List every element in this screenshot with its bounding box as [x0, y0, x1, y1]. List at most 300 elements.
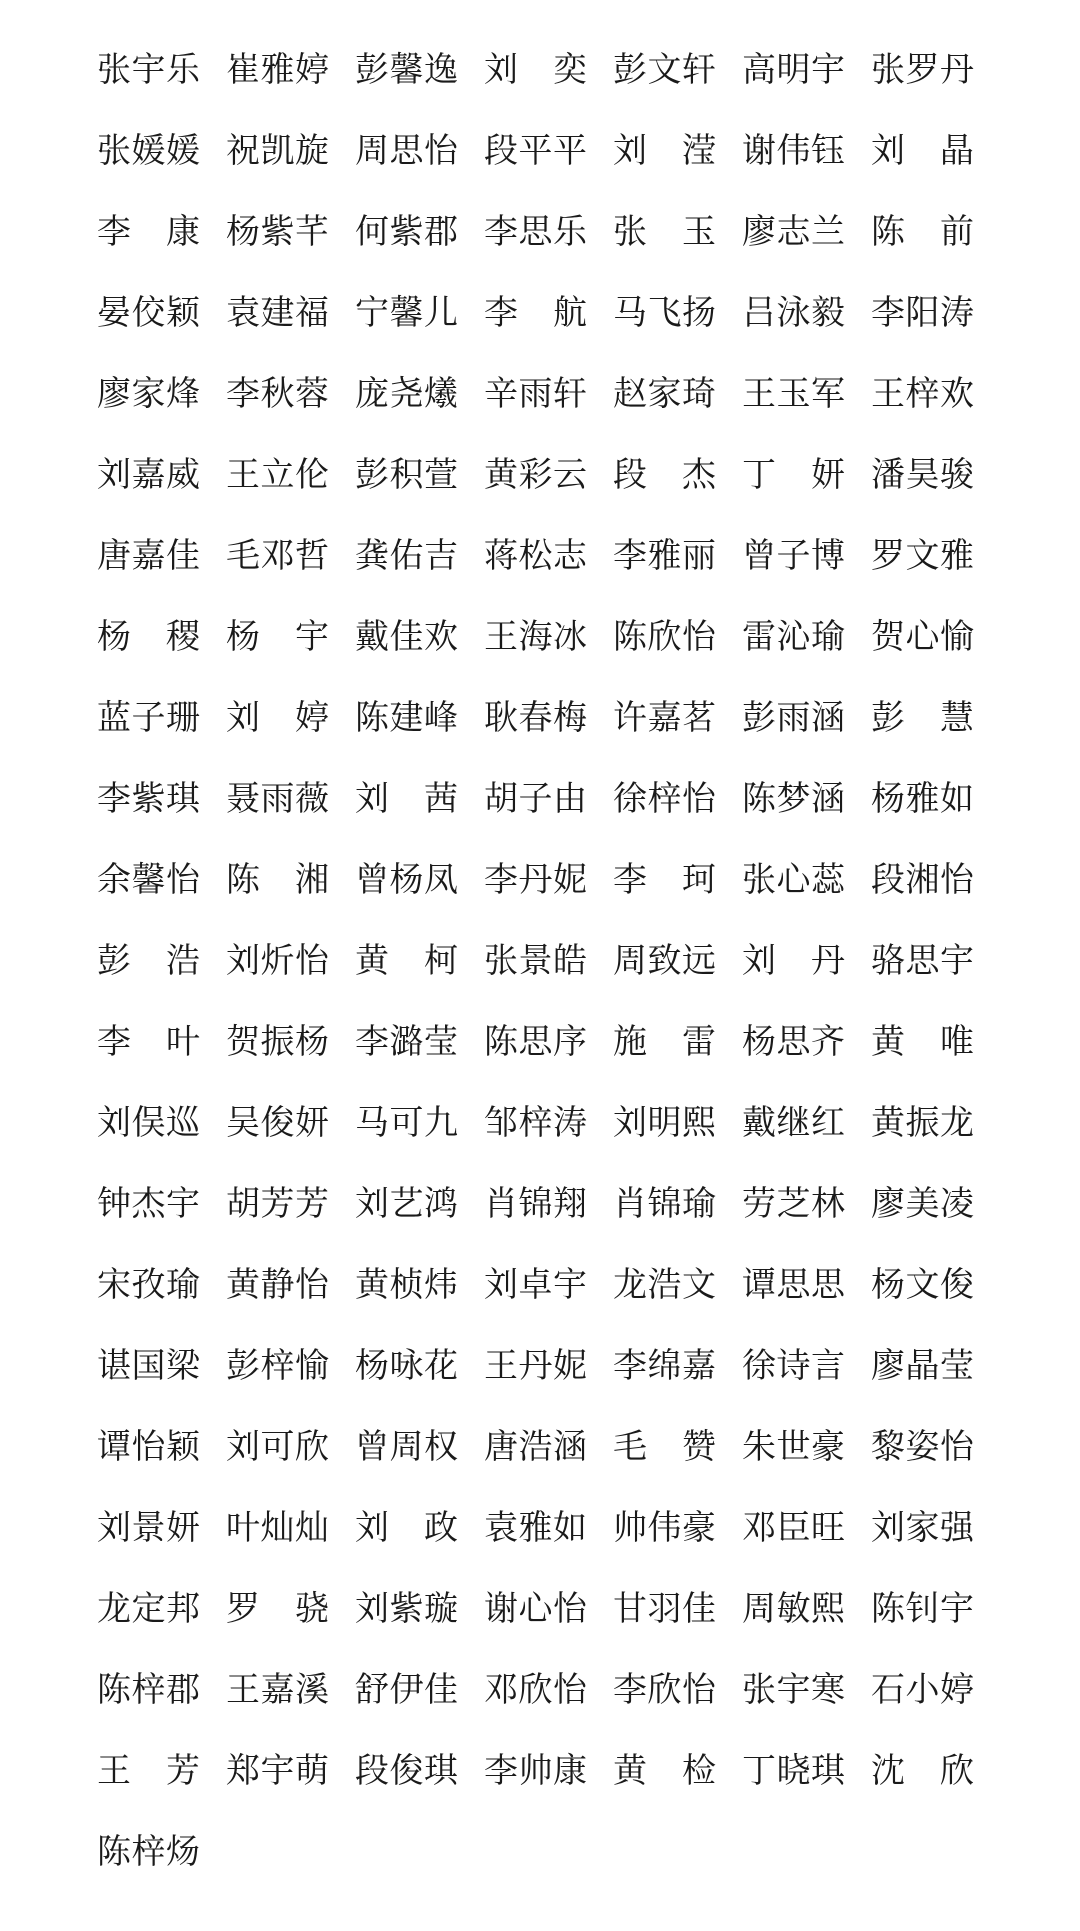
name-char: 贺 [226, 1022, 260, 1062]
name-char: 劳 [742, 1184, 776, 1224]
name-char [390, 767, 424, 831]
name-char: 聂 [226, 779, 260, 819]
name-char: 炀 [166, 1832, 200, 1872]
name-char: 张 [742, 860, 776, 900]
name-char: 肖 [613, 1184, 647, 1224]
name-entry [355, 1253, 458, 1317]
name-char: 毛 [613, 1427, 647, 1467]
name-char: 刘 [355, 1508, 389, 1548]
name-char: 宁 [355, 293, 389, 333]
name-entry [226, 443, 329, 507]
name-char: 涵 [811, 779, 845, 819]
name-char: 陈 [97, 1832, 131, 1872]
name-char [906, 686, 940, 750]
name-char: 黄 [355, 1265, 389, 1305]
name-entry [613, 443, 716, 507]
name-char: 张 [97, 131, 131, 171]
name-char: 建 [260, 293, 295, 333]
name-char: 李 [484, 212, 518, 252]
name-char: 施 [613, 1022, 647, 1062]
name-entry [226, 1739, 329, 1803]
name-entry [484, 1334, 587, 1398]
name-char: 绵 [647, 1346, 682, 1386]
name-char: 梓 [518, 1103, 553, 1143]
name-entry [355, 281, 458, 345]
name-char: 罗 [226, 1589, 260, 1629]
name-char: 怡 [682, 1670, 716, 1710]
name-char: 紫 [389, 212, 424, 252]
name-char: 雅 [940, 536, 974, 576]
name-char: 可 [260, 1427, 295, 1467]
name-char: 蓉 [295, 374, 329, 414]
name-char: 杨 [355, 1346, 389, 1386]
name-char: 嘉 [131, 455, 166, 495]
name-entry [97, 1577, 200, 1641]
name-char: 刘 [484, 50, 518, 90]
name-char: 丁 [742, 455, 776, 495]
name-char: 景 [131, 1508, 166, 1548]
name-entry [226, 1415, 329, 1479]
name-char: 彭 [226, 1346, 260, 1386]
name-char: 张 [97, 50, 131, 90]
name-char: 美 [905, 1184, 940, 1224]
name-entry [871, 1577, 974, 1641]
name-char: 怡 [682, 779, 716, 819]
name-char: 李 [871, 293, 905, 333]
name-char: 嘉 [682, 1346, 716, 1386]
name-char: 颖 [166, 293, 200, 333]
name-entry [871, 38, 974, 102]
name-char: 李 [613, 1346, 647, 1386]
name-char: 邓 [260, 536, 295, 576]
name-char: 舒 [355, 1670, 389, 1710]
name-char: 戴 [355, 617, 389, 657]
name-char: 心 [518, 1589, 553, 1629]
name-char: 玉 [682, 212, 716, 252]
name-char: 彩 [518, 455, 553, 495]
name-char [132, 200, 166, 264]
name-entry [355, 1577, 458, 1641]
name-char: 怡 [553, 1589, 587, 1629]
name-entry [613, 1496, 716, 1560]
name-entry [97, 686, 200, 750]
name-char: 黄 [226, 1265, 260, 1305]
name-char: 薇 [295, 779, 329, 819]
name-char: 帅 [518, 1751, 553, 1791]
name-char: 媛 [166, 131, 200, 171]
name-char: 芝 [776, 1184, 811, 1224]
name-char: 奕 [553, 50, 587, 90]
name-char: 文 [905, 1265, 940, 1305]
name-entry [226, 605, 329, 669]
name-entry [613, 848, 716, 912]
name-entry [97, 848, 200, 912]
name-entry [484, 1253, 587, 1317]
name-entry [355, 362, 458, 426]
name-char: 李 [97, 779, 131, 819]
name-entry [484, 362, 587, 426]
name-char: 琪 [424, 1751, 458, 1791]
name-char: 愉 [940, 617, 974, 657]
name-char: 彭 [742, 698, 776, 738]
name-char: 帅 [613, 1508, 647, 1548]
name-entry [742, 362, 845, 426]
name-entry [742, 443, 845, 507]
name-char: 李 [613, 1670, 647, 1710]
name-char: 曾 [355, 1427, 389, 1467]
name-char: 黄 [613, 1751, 647, 1791]
name-char: 段 [484, 131, 518, 171]
name-entry [484, 1010, 587, 1074]
name-char: 怡 [295, 941, 329, 981]
name-char: 颖 [166, 1427, 200, 1467]
name-char: 蓝 [97, 698, 131, 738]
name-entry [355, 524, 458, 588]
name-char: 子 [131, 698, 166, 738]
name-char: 玉 [776, 374, 811, 414]
name-entry [613, 1415, 716, 1479]
name-entry [97, 1739, 200, 1803]
name-char: 谌 [97, 1346, 131, 1386]
name-entry [484, 1577, 587, 1641]
name-char: 马 [355, 1103, 389, 1143]
name-char: 佳 [389, 617, 424, 657]
name-entry [742, 1658, 845, 1722]
name-entry [355, 1496, 458, 1560]
name-char: 耿 [484, 698, 518, 738]
name-char: 谭 [742, 1265, 776, 1305]
name-char: 思 [776, 1265, 811, 1305]
name-char: 宇 [295, 617, 329, 657]
name-char: 杨 [742, 1022, 776, 1062]
name-char: 俊 [940, 1265, 974, 1305]
name-char: 宇 [553, 1265, 587, 1305]
name-char: 梓 [131, 1670, 166, 1710]
name-char: 序 [553, 1022, 587, 1062]
name-entry [226, 362, 329, 426]
name-char: 徐 [613, 779, 647, 819]
name-char: 妍 [295, 1103, 329, 1143]
name-entry [226, 1334, 329, 1398]
name-entry [613, 929, 716, 993]
name-char: 邓 [742, 1508, 776, 1548]
name-entry [355, 605, 458, 669]
name-char: 欣 [940, 1751, 974, 1791]
name-entry [97, 929, 200, 993]
name-char: 扬 [682, 293, 716, 333]
name-char [390, 929, 424, 993]
name-char [390, 1496, 424, 1560]
name-char: 丹 [940, 50, 974, 90]
name-char: 烽 [166, 374, 200, 414]
name-char: 嘉 [131, 536, 166, 576]
name-char: 松 [518, 536, 553, 576]
name-char: 丹 [811, 941, 845, 981]
name-char [132, 605, 166, 669]
name-char: 子 [776, 536, 811, 576]
name-char: 炜 [424, 1265, 458, 1305]
name-char: 周 [742, 1589, 776, 1629]
name-char: 雨 [518, 374, 553, 414]
name-char [132, 1739, 166, 1803]
name-char: 唯 [940, 1022, 974, 1062]
name-entry [742, 119, 845, 183]
name-char: 钟 [97, 1184, 131, 1224]
name-char: 琪 [811, 1751, 845, 1791]
name-char: 王 [871, 374, 905, 414]
name-char: 刘 [226, 698, 260, 738]
name-char: 宇 [776, 1670, 811, 1710]
name-char: 彭 [97, 941, 131, 981]
name-entry [226, 200, 329, 264]
name-char: 张 [484, 941, 518, 981]
name-char [648, 1415, 682, 1479]
name-entry [355, 1739, 458, 1803]
name-char: 高 [742, 50, 776, 90]
name-char: 俣 [131, 1103, 166, 1143]
name-entry [742, 1010, 845, 1074]
name-char: 张 [742, 1670, 776, 1710]
name-entry [484, 1091, 587, 1155]
name-char: 馨 [131, 860, 166, 900]
name-char [261, 605, 295, 669]
name-char: 郡 [424, 212, 458, 252]
name-char: 戴 [742, 1103, 776, 1143]
name-char: 周 [613, 941, 647, 981]
name-char: 李 [97, 212, 131, 252]
name-entry [613, 1010, 716, 1074]
name-char: 景 [518, 941, 553, 981]
name-char: 谭 [97, 1427, 131, 1467]
name-char: 紫 [389, 1589, 424, 1629]
name-char: 廖 [871, 1184, 905, 1224]
name-char: 龙 [940, 1103, 974, 1143]
name-entry [355, 686, 458, 750]
name-char: 世 [776, 1427, 811, 1467]
name-char: 陈 [97, 1670, 131, 1710]
name-entry [226, 767, 329, 831]
name-entry [871, 848, 974, 912]
name-char: 廖 [97, 374, 131, 414]
name-char [648, 1010, 682, 1074]
name-char: 由 [553, 779, 587, 819]
name-char: 子 [518, 779, 553, 819]
name-entry [742, 1496, 845, 1560]
name-char: 姿 [905, 1427, 940, 1467]
name-char: 乐 [166, 50, 200, 90]
name-entry [871, 1253, 974, 1317]
name-char: 吴 [226, 1103, 260, 1143]
name-char: 建 [389, 698, 424, 738]
name-char: 晓 [776, 1751, 811, 1791]
name-char: 远 [682, 941, 716, 981]
name-char: 罗 [905, 50, 940, 90]
name-char: 马 [613, 293, 647, 333]
name-char: 灿 [260, 1508, 295, 1548]
name-char: 言 [811, 1346, 845, 1386]
name-char: 罗 [871, 536, 905, 576]
name-char: 继 [776, 1103, 811, 1143]
name-char: 思 [518, 212, 553, 252]
name-char: 权 [424, 1427, 458, 1467]
name-entry [355, 1658, 458, 1722]
name-char: 邓 [484, 1670, 518, 1710]
name-entry [226, 1496, 329, 1560]
name-char: 嘉 [647, 698, 682, 738]
name-char: 九 [424, 1103, 458, 1143]
name-char: 明 [647, 1103, 682, 1143]
name-char: 杨 [389, 860, 424, 900]
name-entry [97, 767, 200, 831]
name-char: 伟 [647, 1508, 682, 1548]
name-char: 妮 [553, 860, 587, 900]
name-char: 思 [811, 1265, 845, 1305]
name-char: 廖 [871, 1346, 905, 1386]
name-char: 萌 [295, 1751, 329, 1791]
name-char: 欣 [647, 1670, 682, 1710]
name-char: 乐 [553, 212, 587, 252]
name-entry [355, 119, 458, 183]
name-char: 梓 [131, 1832, 166, 1872]
name-entry [871, 524, 974, 588]
name-entry [484, 605, 587, 669]
name-char: 杨 [226, 212, 260, 252]
name-char: 振 [905, 1103, 940, 1143]
name-entry [355, 848, 458, 912]
name-char: 杨 [871, 779, 905, 819]
name-char [648, 443, 682, 507]
name-entry [871, 443, 974, 507]
name-char: 赞 [682, 1427, 716, 1467]
name-char: 许 [613, 698, 647, 738]
name-entry [97, 1091, 200, 1155]
name-char: 艺 [389, 1184, 424, 1224]
name-char: 羽 [647, 1589, 682, 1629]
name-char: 王 [226, 455, 260, 495]
name-char: 兰 [811, 212, 845, 252]
name-entry [871, 1658, 974, 1722]
name-char: 紫 [131, 779, 166, 819]
name-char: 桢 [389, 1265, 424, 1305]
name-char: 李 [226, 374, 260, 414]
name-entry [355, 1172, 458, 1236]
name-char: 黄 [355, 941, 389, 981]
name-char: 刘 [742, 941, 776, 981]
name-entry [871, 605, 974, 669]
name-char: 叶 [166, 1022, 200, 1062]
name-entry [613, 686, 716, 750]
name-char: 愉 [295, 1346, 329, 1386]
name-entry [97, 200, 200, 264]
name-entry [97, 605, 200, 669]
name-entry [742, 605, 845, 669]
name-char [906, 1010, 940, 1074]
name-char: 怡 [424, 131, 458, 171]
name-char: 儿 [424, 293, 458, 333]
name-entry [613, 1658, 716, 1722]
name-char: 平 [553, 131, 587, 171]
name-char: 冰 [553, 617, 587, 657]
name-entry [355, 1010, 458, 1074]
name-char: 涛 [940, 293, 974, 333]
name-char: 溪 [295, 1670, 329, 1710]
name-entry [226, 38, 329, 102]
name-char: 妍 [166, 1508, 200, 1548]
name-char: 媛 [131, 131, 166, 171]
name-entry [226, 1091, 329, 1155]
name-char: 邦 [166, 1589, 200, 1629]
name-entry [226, 1172, 329, 1236]
name-char: 齐 [811, 1022, 845, 1062]
name-entry [871, 686, 974, 750]
name-char: 潞 [389, 1022, 424, 1062]
name-char: 梁 [166, 1346, 200, 1386]
name-char: 浩 [647, 1265, 682, 1305]
name-char: 文 [647, 50, 682, 90]
name-char: 稷 [166, 617, 200, 657]
name-char: 伟 [776, 131, 811, 171]
name-entry [742, 848, 845, 912]
name-entry [613, 1091, 716, 1155]
name-char: 梦 [776, 779, 811, 819]
name-char: 杨 [97, 617, 131, 657]
name-char: 王 [484, 1346, 518, 1386]
name-entry [97, 38, 200, 102]
name-char [906, 200, 940, 264]
name-char: 宇 [811, 50, 845, 90]
name-char: 军 [811, 374, 845, 414]
name-char: 怡 [295, 1265, 329, 1305]
name-char: 雷 [742, 617, 776, 657]
name-char: 心 [905, 617, 940, 657]
name-char: 雨 [260, 779, 295, 819]
name-entry [742, 38, 845, 102]
name-char: 嘉 [260, 1670, 295, 1710]
name-char: 张 [871, 50, 905, 90]
name-entry [226, 1658, 329, 1722]
name-char: 伦 [295, 455, 329, 495]
name-entry [355, 767, 458, 831]
name-char: 唐 [97, 536, 131, 576]
name-char: 妮 [553, 1346, 587, 1386]
name-char: 锦 [518, 1184, 553, 1224]
name-char: 佳 [682, 1589, 716, 1629]
name-entry [613, 1172, 716, 1236]
name-char: 孜 [131, 1265, 166, 1305]
name-char: 林 [811, 1184, 845, 1224]
name-char: 李 [484, 1751, 518, 1791]
name-char: 婷 [940, 1670, 974, 1710]
name-char: 哲 [295, 536, 329, 576]
name-entry [355, 443, 458, 507]
name-char: 骆 [871, 941, 905, 981]
name-char [132, 1010, 166, 1074]
name-char: 王 [484, 617, 518, 657]
name-char: 李 [484, 293, 518, 333]
name-char: 泳 [776, 293, 811, 333]
name-char: 沁 [776, 617, 811, 657]
name-char: 昊 [905, 455, 940, 495]
name-entry [613, 1334, 716, 1398]
name-char: 俊 [389, 1751, 424, 1791]
name-char: 雅 [260, 50, 295, 90]
name-char: 志 [553, 536, 587, 576]
name-char [906, 119, 940, 183]
name-char: 宇 [166, 1184, 200, 1224]
name-entry [613, 605, 716, 669]
name-entry [742, 767, 845, 831]
name-entry [742, 929, 845, 993]
